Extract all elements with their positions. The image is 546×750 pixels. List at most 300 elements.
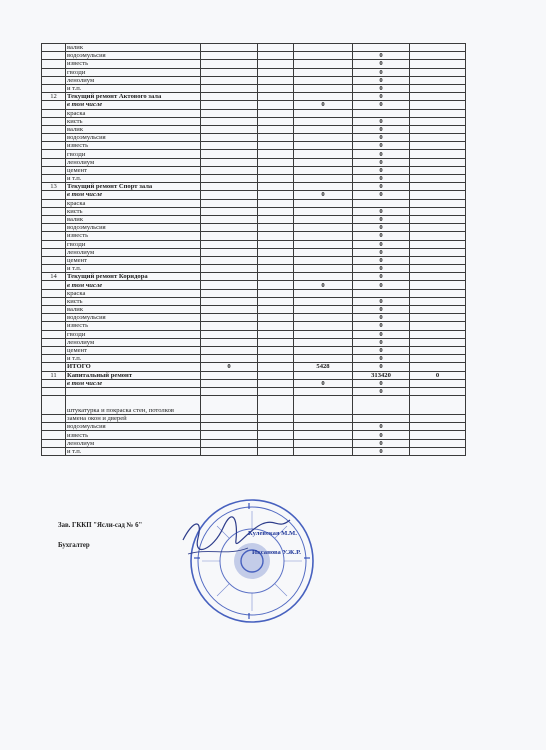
row-number-cell: 14	[42, 273, 66, 281]
value-cell-4	[353, 396, 410, 415]
row-number-cell	[42, 191, 66, 199]
value-cell-5	[410, 93, 466, 101]
item-name-cell: цемент	[66, 346, 201, 354]
value-cell-2	[258, 265, 294, 273]
value-cell-3	[294, 439, 353, 447]
value-cell-2	[258, 199, 294, 207]
value-cell-3	[294, 322, 353, 330]
value-cell-5	[410, 232, 466, 240]
item-name-cell: Текущий ремонт Актового зала	[66, 93, 201, 101]
item-name-cell: ленолиум	[66, 76, 201, 84]
table-row	[42, 117, 466, 125]
table-row	[42, 415, 466, 423]
value-cell-5	[410, 256, 466, 264]
row-number-cell	[42, 125, 66, 133]
value-cell-2	[258, 191, 294, 199]
row-number-cell	[42, 134, 66, 142]
item-name-cell: цемент	[66, 166, 201, 174]
value-cell-2	[258, 396, 294, 415]
value-cell-2	[258, 415, 294, 423]
item-name-cell: водоэмульсия	[66, 134, 201, 142]
value-cell-3	[294, 306, 353, 314]
row-number-cell	[42, 338, 66, 346]
value-cell-4: 0	[353, 224, 410, 232]
value-cell-3	[294, 396, 353, 415]
value-cell-3	[294, 125, 353, 133]
value-cell-3: 0	[294, 101, 353, 109]
table-row	[42, 346, 466, 354]
value-cell-3	[294, 158, 353, 166]
row-number-cell	[42, 281, 66, 289]
row-number-cell	[42, 447, 66, 455]
value-cell-1	[201, 439, 258, 447]
value-cell-4: 0	[353, 191, 410, 199]
row-number-cell	[42, 207, 66, 215]
value-cell-4: 0	[353, 240, 410, 248]
table-row	[42, 281, 466, 289]
value-cell-2	[258, 232, 294, 240]
value-cell-4: 0	[353, 52, 410, 60]
value-cell-4: 0	[353, 447, 410, 455]
item-name-cell: ленолиум	[66, 248, 201, 256]
value-cell-1	[201, 117, 258, 125]
row-number-cell	[42, 363, 66, 371]
value-cell-4: 0	[353, 338, 410, 346]
value-cell-4	[353, 415, 410, 423]
value-cell-4: 0	[353, 93, 410, 101]
value-cell-2	[258, 93, 294, 101]
value-cell-5	[410, 207, 466, 215]
value-cell-5	[410, 240, 466, 248]
value-cell-3	[294, 240, 353, 248]
value-cell-3	[294, 76, 353, 84]
value-cell-5	[410, 379, 466, 387]
table-row	[42, 371, 466, 379]
row-number-cell	[42, 232, 66, 240]
value-cell-1	[201, 273, 258, 281]
value-cell-4: 0	[353, 215, 410, 223]
value-cell-4: 0	[353, 431, 410, 439]
value-cell-1	[201, 191, 258, 199]
item-name-cell: гвозди	[66, 330, 201, 338]
value-cell-2	[258, 52, 294, 60]
value-cell-1	[201, 396, 258, 415]
value-cell-2	[258, 117, 294, 125]
value-cell-1	[201, 256, 258, 264]
row-number-cell	[42, 215, 66, 223]
table-row	[42, 289, 466, 297]
value-cell-4: 0	[353, 330, 410, 338]
value-cell-5	[410, 314, 466, 322]
value-cell-1	[201, 423, 258, 431]
value-cell-1	[201, 215, 258, 223]
value-cell-3	[294, 447, 353, 455]
value-cell-1	[201, 207, 258, 215]
item-name-cell: известь	[66, 232, 201, 240]
value-cell-3	[294, 256, 353, 264]
value-cell-4: 0	[353, 60, 410, 68]
row-number-cell	[42, 396, 66, 415]
value-cell-5	[410, 265, 466, 273]
item-name-cell: Текущий ремонт Коридора	[66, 273, 201, 281]
item-name-cell: известь	[66, 322, 201, 330]
value-cell-3	[294, 415, 353, 423]
value-cell-4: 0	[353, 134, 410, 142]
value-cell-3	[294, 150, 353, 158]
value-cell-5	[410, 423, 466, 431]
table-row	[42, 232, 466, 240]
value-cell-3	[294, 68, 353, 76]
table-row	[42, 134, 466, 142]
value-cell-1	[201, 60, 258, 68]
value-cell-3	[294, 248, 353, 256]
table-row	[42, 396, 466, 415]
row-number-cell	[42, 248, 66, 256]
value-cell-5	[410, 387, 466, 395]
value-cell-5	[410, 125, 466, 133]
table-row	[42, 297, 466, 305]
value-cell-4: 0	[353, 355, 410, 363]
value-cell-4: 0	[353, 423, 410, 431]
row-number-cell	[42, 109, 66, 117]
value-cell-4: 0	[353, 166, 410, 174]
row-number-cell	[42, 199, 66, 207]
value-cell-2	[258, 314, 294, 322]
value-cell-3	[294, 346, 353, 354]
value-cell-2	[258, 125, 294, 133]
value-cell-5	[410, 322, 466, 330]
value-cell-1	[201, 101, 258, 109]
table-row	[42, 322, 466, 330]
value-cell-1	[201, 387, 258, 395]
value-cell-2	[258, 248, 294, 256]
value-cell-5	[410, 431, 466, 439]
value-cell-2	[258, 355, 294, 363]
item-name-cell: известь	[66, 60, 201, 68]
value-cell-1	[201, 297, 258, 305]
value-cell-3	[294, 314, 353, 322]
value-cell-5	[410, 142, 466, 150]
row-number-cell	[42, 431, 66, 439]
value-cell-3: 0	[294, 191, 353, 199]
row-number-cell	[42, 439, 66, 447]
table-row	[42, 439, 466, 447]
value-cell-4: 0	[353, 248, 410, 256]
row-number-cell	[42, 84, 66, 92]
row-number-cell	[42, 387, 66, 395]
value-cell-1	[201, 93, 258, 101]
table-row	[42, 431, 466, 439]
value-cell-2	[258, 330, 294, 338]
table-row	[42, 52, 466, 60]
value-cell-5	[410, 330, 466, 338]
value-cell-1	[201, 330, 258, 338]
table-row	[42, 191, 466, 199]
value-cell-2	[258, 346, 294, 354]
value-cell-3	[294, 224, 353, 232]
item-name-cell: гвозди	[66, 150, 201, 158]
table-row	[42, 355, 466, 363]
item-name-cell: в том числе	[66, 281, 201, 289]
value-cell-1	[201, 142, 258, 150]
row-number-cell	[42, 297, 66, 305]
value-cell-2	[258, 431, 294, 439]
table-row	[42, 306, 466, 314]
value-cell-5	[410, 396, 466, 415]
table-row	[42, 166, 466, 174]
item-name-cell: и т.п.	[66, 355, 201, 363]
value-cell-2	[258, 322, 294, 330]
value-cell-2	[258, 175, 294, 183]
item-name-cell: водоэмульсия	[66, 224, 201, 232]
value-cell-1	[201, 232, 258, 240]
row-number-cell	[42, 322, 66, 330]
value-cell-2	[258, 439, 294, 447]
item-name-cell: замена окон и дверей	[66, 415, 201, 423]
value-cell-2	[258, 379, 294, 387]
value-cell-4: 0	[353, 232, 410, 240]
table-row	[42, 158, 466, 166]
table-row	[42, 379, 466, 387]
value-cell-1	[201, 379, 258, 387]
value-cell-2	[258, 166, 294, 174]
item-name-cell: гвозди	[66, 240, 201, 248]
item-name-cell: водоэмульсия	[66, 423, 201, 431]
value-cell-5	[410, 415, 466, 423]
item-name-cell: кисть	[66, 117, 201, 125]
item-name-cell: ленолиум	[66, 158, 201, 166]
value-cell-1	[201, 240, 258, 248]
row-number-cell	[42, 158, 66, 166]
signer-name-head: Кулевская М.М.	[248, 530, 297, 537]
value-cell-3	[294, 330, 353, 338]
value-cell-4: 0	[353, 183, 410, 191]
table-row	[42, 330, 466, 338]
value-cell-5	[410, 109, 466, 117]
value-cell-3	[294, 265, 353, 273]
value-cell-4: 0	[353, 117, 410, 125]
value-cell-5: 0	[410, 371, 466, 379]
item-name-cell: краска	[66, 109, 201, 117]
row-number-cell	[42, 101, 66, 109]
table-row	[42, 387, 466, 395]
item-name-cell: штукатурка и покраска стен, потолков	[66, 396, 201, 415]
value-cell-1	[201, 166, 258, 174]
value-cell-5	[410, 134, 466, 142]
row-number-cell	[42, 379, 66, 387]
value-cell-5	[410, 44, 466, 52]
value-cell-5	[410, 306, 466, 314]
item-name-cell: известь	[66, 142, 201, 150]
value-cell-4	[353, 44, 410, 52]
value-cell-2	[258, 224, 294, 232]
value-cell-4: 0	[353, 175, 410, 183]
table-row	[42, 44, 466, 52]
value-cell-3	[294, 289, 353, 297]
value-cell-5	[410, 60, 466, 68]
value-cell-5	[410, 76, 466, 84]
value-cell-4: 0	[353, 142, 410, 150]
item-name-cell: и т.п.	[66, 265, 201, 273]
value-cell-5	[410, 117, 466, 125]
table-row	[42, 273, 466, 281]
value-cell-4: 0	[353, 281, 410, 289]
value-cell-2	[258, 101, 294, 109]
item-name-cell: краска	[66, 289, 201, 297]
value-cell-2	[258, 256, 294, 264]
value-cell-4: 313420	[353, 371, 410, 379]
table-row	[42, 183, 466, 191]
value-cell-5	[410, 215, 466, 223]
item-name-cell: ИТОГО	[66, 363, 201, 371]
value-cell-4: 0	[353, 101, 410, 109]
value-cell-1	[201, 447, 258, 455]
value-cell-1	[201, 158, 258, 166]
value-cell-3	[294, 60, 353, 68]
value-cell-1	[201, 175, 258, 183]
table-row	[42, 175, 466, 183]
value-cell-5	[410, 68, 466, 76]
table-row	[42, 363, 466, 371]
row-number-cell	[42, 355, 66, 363]
value-cell-3	[294, 183, 353, 191]
table-row	[42, 142, 466, 150]
value-cell-2	[258, 215, 294, 223]
row-number-cell	[42, 52, 66, 60]
value-cell-2	[258, 363, 294, 371]
value-cell-2	[258, 68, 294, 76]
row-number-cell	[42, 423, 66, 431]
row-number-cell	[42, 76, 66, 84]
value-cell-3: 5428	[294, 363, 353, 371]
value-cell-2	[258, 273, 294, 281]
value-cell-1	[201, 84, 258, 92]
value-cell-1	[201, 224, 258, 232]
item-name-cell	[66, 387, 201, 395]
value-cell-5	[410, 346, 466, 354]
value-cell-4: 0	[353, 387, 410, 395]
value-cell-2	[258, 76, 294, 84]
row-number-cell	[42, 175, 66, 183]
table-row	[42, 314, 466, 322]
value-cell-3	[294, 109, 353, 117]
value-cell-5	[410, 199, 466, 207]
value-cell-5	[410, 439, 466, 447]
item-name-cell: известь	[66, 431, 201, 439]
value-cell-1	[201, 109, 258, 117]
item-name-cell: в том числе	[66, 191, 201, 199]
value-cell-2	[258, 142, 294, 150]
value-cell-3	[294, 199, 353, 207]
value-cell-3	[294, 134, 353, 142]
value-cell-2	[258, 134, 294, 142]
value-cell-3	[294, 431, 353, 439]
table-row	[42, 265, 466, 273]
row-number-cell	[42, 44, 66, 52]
value-cell-2	[258, 44, 294, 52]
value-cell-1	[201, 248, 258, 256]
value-cell-3	[294, 273, 353, 281]
item-name-cell: валик	[66, 306, 201, 314]
value-cell-4: 0	[353, 125, 410, 133]
row-number-cell: 11	[42, 371, 66, 379]
value-cell-5	[410, 289, 466, 297]
value-cell-2	[258, 84, 294, 92]
item-name-cell: валик	[66, 125, 201, 133]
value-cell-2	[258, 281, 294, 289]
value-cell-3	[294, 52, 353, 60]
value-cell-1	[201, 199, 258, 207]
table-row	[42, 199, 466, 207]
table-row	[42, 215, 466, 223]
value-cell-4: 0	[353, 158, 410, 166]
value-cell-5	[410, 297, 466, 305]
row-number-cell	[42, 314, 66, 322]
value-cell-5	[410, 52, 466, 60]
row-number-cell	[42, 289, 66, 297]
value-cell-1	[201, 322, 258, 330]
value-cell-5	[410, 281, 466, 289]
accountant-label: Бухгалтер	[58, 542, 90, 549]
value-cell-1: 0	[201, 363, 258, 371]
value-cell-5	[410, 224, 466, 232]
value-cell-1	[201, 52, 258, 60]
value-cell-4: 0	[353, 379, 410, 387]
value-cell-1	[201, 183, 258, 191]
item-name-cell: и т.п.	[66, 84, 201, 92]
value-cell-5	[410, 101, 466, 109]
table-row	[42, 447, 466, 455]
value-cell-3	[294, 297, 353, 305]
table-row	[42, 207, 466, 215]
value-cell-1	[201, 338, 258, 346]
row-number-cell: 12	[42, 93, 66, 101]
value-cell-1	[201, 415, 258, 423]
row-number-cell	[42, 68, 66, 76]
table-row	[42, 76, 466, 84]
value-cell-1	[201, 431, 258, 439]
value-cell-2	[258, 289, 294, 297]
value-cell-4: 0	[353, 363, 410, 371]
value-cell-1	[201, 289, 258, 297]
value-cell-4	[353, 109, 410, 117]
value-cell-1	[201, 68, 258, 76]
value-cell-2	[258, 423, 294, 431]
value-cell-2	[258, 371, 294, 379]
value-cell-5	[410, 158, 466, 166]
row-number-cell	[42, 330, 66, 338]
value-cell-5	[410, 355, 466, 363]
table-row	[42, 93, 466, 101]
row-number-cell	[42, 60, 66, 68]
table-row	[42, 338, 466, 346]
row-number-cell	[42, 306, 66, 314]
table-row	[42, 60, 466, 68]
table-row	[42, 248, 466, 256]
value-cell-4: 0	[353, 207, 410, 215]
value-cell-4: 0	[353, 84, 410, 92]
value-cell-3	[294, 232, 353, 240]
item-name-cell: кисть	[66, 207, 201, 215]
value-cell-3	[294, 355, 353, 363]
value-cell-5	[410, 84, 466, 92]
value-cell-3	[294, 84, 353, 92]
value-cell-4: 0	[353, 265, 410, 273]
value-cell-2	[258, 60, 294, 68]
row-number-cell	[42, 224, 66, 232]
value-cell-3	[294, 93, 353, 101]
value-cell-4	[353, 289, 410, 297]
